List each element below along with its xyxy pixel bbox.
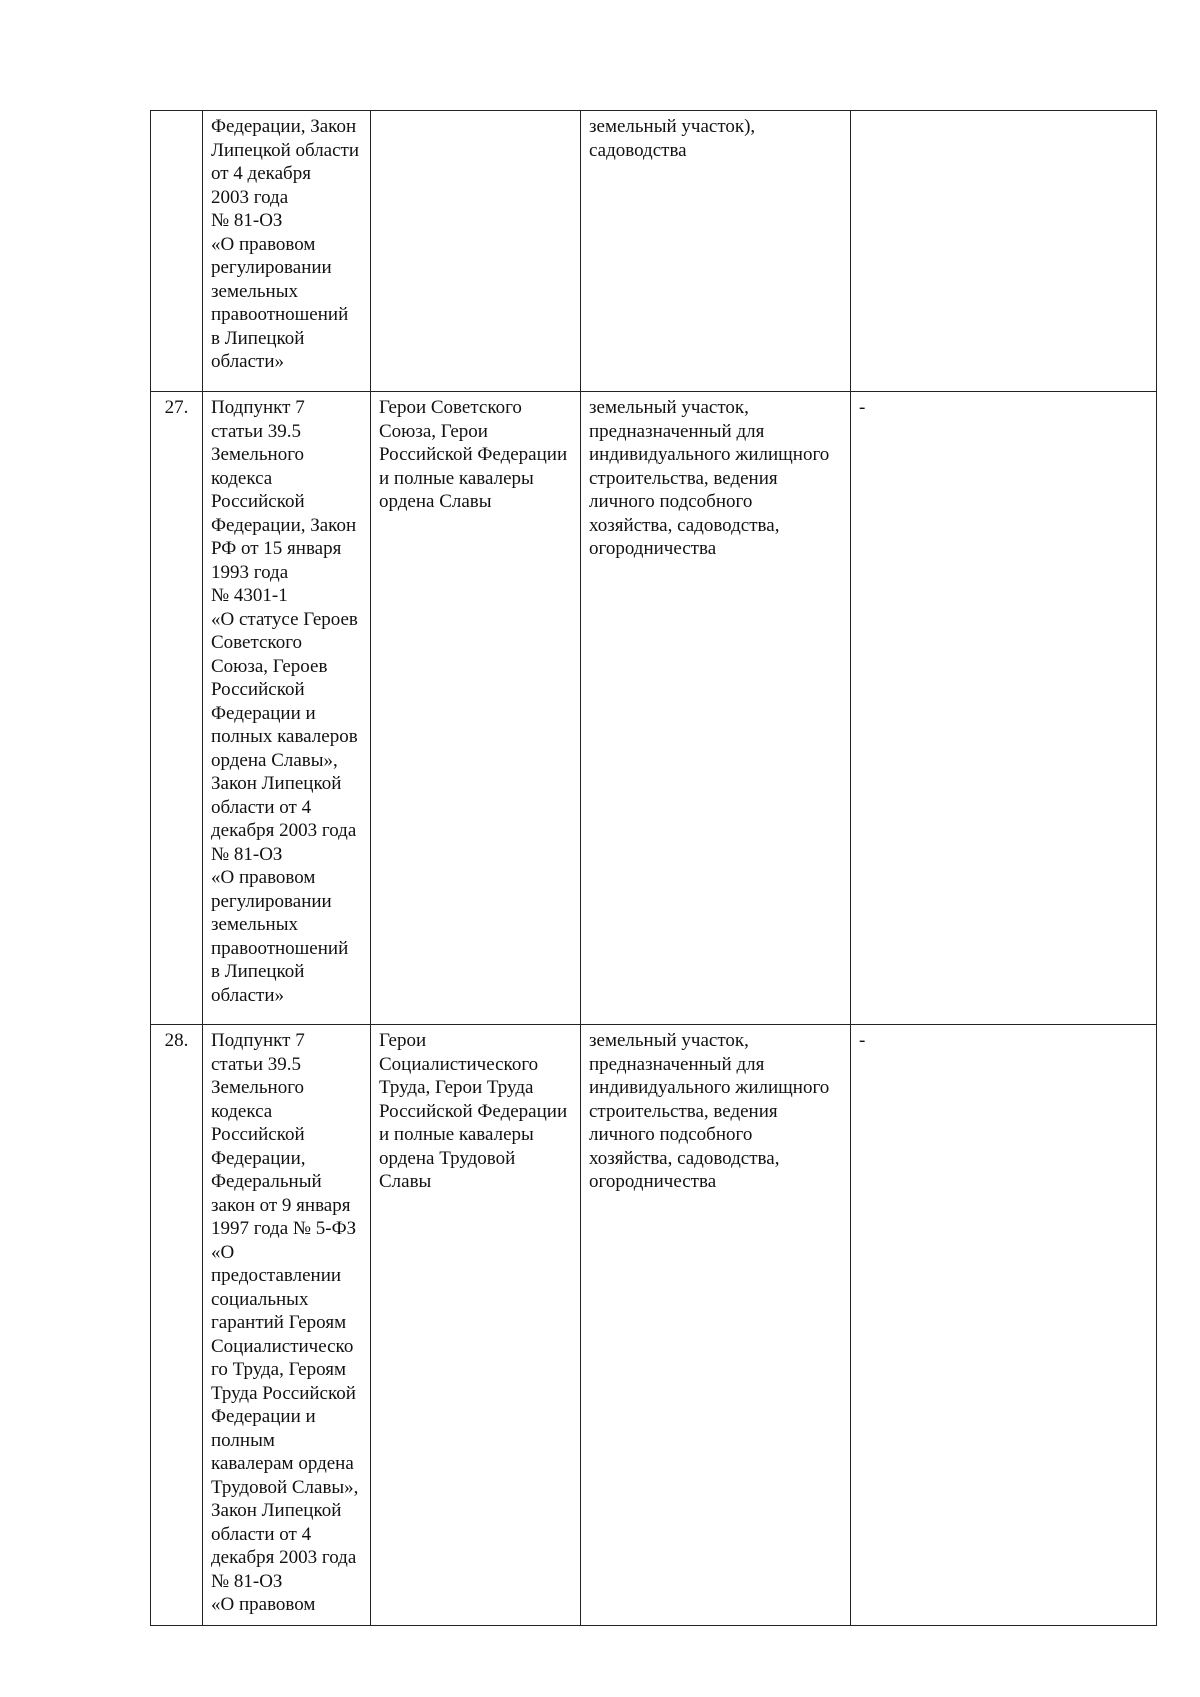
cell-text-line: 1997 года № 5-ФЗ <box>211 1218 357 1239</box>
cell-text-line: «О статусе Героев <box>211 608 358 630</box>
cell-text-line: в Липецкой <box>211 961 305 982</box>
cell-text-line: Подпункт 7 <box>211 397 305 418</box>
cell-text-line: статьи 39.5 <box>211 420 302 442</box>
cell-text-line: социальных <box>211 1288 309 1310</box>
cell-text-line: полных кавалеров <box>211 726 358 747</box>
cell-text-line: строительства, ведения <box>589 1100 778 1122</box>
cell-text-line: Земельного <box>211 1077 305 1098</box>
cell-text-line: Федерации, <box>211 1147 306 1169</box>
legal-basis-cell <box>203 111 371 392</box>
category-cell <box>371 392 581 1025</box>
cell-text-line: и полные кавалеры <box>379 1124 534 1145</box>
cell-text-line: Федерации, Закон <box>211 116 357 137</box>
cell-text-line: предназначенный для <box>589 420 765 442</box>
cell-text-line: огородничества <box>589 1171 717 1192</box>
legal-basis-cell <box>203 1025 371 1626</box>
cell-text-line: № 81-ОЗ <box>211 1570 283 1592</box>
cell-text-line: Союза, Герои <box>379 420 488 442</box>
cell-text-line: Закон Липецкой <box>211 1500 342 1521</box>
cell-text-line: Российской <box>211 1124 305 1145</box>
cell-text-line: Федеральный <box>211 1171 322 1192</box>
row-number-cell: 28. <box>151 1025 203 1626</box>
cell-text-line: Российской Федерации <box>379 1100 568 1122</box>
cell-text-line: области от 4 <box>211 796 312 818</box>
cell-text-line: «О правовом <box>211 1594 316 1615</box>
cell-text-line: Славы <box>379 1171 432 1192</box>
cell-text-line: Трудовой Славы», <box>211 1476 359 1498</box>
table-row <box>151 392 1157 1025</box>
cell-text-line: Федерации и <box>211 1406 316 1427</box>
table-row <box>151 1025 1157 1626</box>
cell-text-line: индивидуального жилищного <box>589 444 830 465</box>
cell-text-line: ордена Славы <box>379 491 492 512</box>
cell-text-line: закон от 9 января <box>211 1194 351 1216</box>
cell-text-line: № 4301-1 <box>211 585 288 606</box>
cell-text-line: Советского <box>211 632 303 653</box>
cell-text-line: правоотношений <box>211 304 349 325</box>
cell-text-line: Земельного <box>211 444 305 465</box>
cell-text-line: индивидуального жилищного <box>589 1077 830 1098</box>
cell-text-line: Федерации, Закон <box>211 514 357 536</box>
cell-text-line: 1993 года <box>211 561 289 583</box>
cell-text-line: от 4 декабря <box>211 163 311 184</box>
cell-text-line: земельный участок, <box>589 1030 749 1051</box>
cell-text-line: земельных <box>211 914 298 935</box>
cell-text-line: Герои Советского <box>379 397 522 418</box>
cell-text-line: кавалерам ордена <box>211 1453 354 1474</box>
cell-text-line: Российской <box>211 491 305 512</box>
cell-text-line: регулировании <box>211 257 332 278</box>
cell-text-line: Социалистическо <box>211 1335 354 1357</box>
cell-text-line: Закон Липецкой <box>211 773 342 794</box>
land-type-cell <box>581 392 851 1025</box>
cell-text-line: земельный участок), <box>589 116 756 137</box>
cell-text-line: Труда, Герои Труда <box>379 1077 534 1098</box>
cell-text-line: «О <box>211 1241 235 1263</box>
cell-text-line: статьи 39.5 <box>211 1053 302 1075</box>
cell-text-line: земельных <box>211 280 298 302</box>
cell-text-line: строительства, ведения <box>589 467 778 489</box>
cell-text-line: Федерации и <box>211 702 316 724</box>
cell-text-line: правоотношений <box>211 937 349 959</box>
cell-text-line: предоставлении <box>211 1265 342 1286</box>
row-number-cell: 27. <box>151 392 203 1025</box>
cell-text-line: кодекса <box>211 467 273 489</box>
land-type-cell <box>581 1025 851 1626</box>
cell-text-line: личного подсобного <box>589 491 753 512</box>
cell-text-line: области от 4 <box>211 1523 312 1545</box>
cell-text-line: личного подсобного <box>589 1124 753 1145</box>
land-allocation-table <box>150 110 1157 1626</box>
cell-text-line: Социалистического <box>379 1053 539 1075</box>
cell-text-line: земельный участок, <box>589 397 749 418</box>
cell-text-line: полным <box>211 1429 275 1451</box>
cell-text-line: гарантий Героям <box>211 1312 347 1333</box>
cell-text-line: хозяйства, садоводства, <box>589 514 780 536</box>
cell-text-line: РФ от 15 января <box>211 538 342 559</box>
cell-text-line: ордена Трудовой <box>379 1147 516 1169</box>
cell-text-line: го Труда, Героям <box>211 1359 346 1380</box>
note-cell <box>851 111 1157 392</box>
cell-text-line: регулировании <box>211 890 332 912</box>
cell-text-line: кодекса <box>211 1100 273 1122</box>
note-cell: - <box>851 392 1157 1025</box>
cell-text-line: № 81-ОЗ <box>211 210 283 231</box>
cell-text-line: декабря 2003 года <box>211 820 357 841</box>
cell-text-line: 2003 года <box>211 186 289 208</box>
cell-text-line: ордена Славы», <box>211 749 338 771</box>
cell-text-line: и полные кавалеры <box>379 467 534 489</box>
cell-text-line: Труда Российской <box>211 1382 356 1404</box>
cell-text-line: хозяйства, садоводства, <box>589 1147 780 1169</box>
cell-text-line: декабря 2003 года <box>211 1547 357 1568</box>
cell-text-line: предназначенный для <box>589 1053 765 1075</box>
note-cell: - <box>851 1025 1157 1626</box>
cell-text-line: Российской Федерации <box>379 444 568 465</box>
legal-basis-cell <box>203 392 371 1025</box>
cell-text-line: в Липецкой <box>211 327 305 349</box>
cell-text-line: Липецкой области <box>211 139 360 161</box>
cell-text-line: области» <box>211 351 285 372</box>
row-number-cell <box>151 111 203 392</box>
cell-text-line: Подпункт 7 <box>211 1030 305 1051</box>
cell-text-line: № 81-ОЗ <box>211 843 283 865</box>
cell-text-line: огородничества <box>589 538 717 559</box>
cell-text-line: Герои <box>379 1030 427 1051</box>
cell-text-line: садоводства <box>589 139 687 161</box>
cell-text-line: «О правовом <box>211 867 316 888</box>
category-cell <box>371 1025 581 1626</box>
table-row <box>151 111 1157 392</box>
land-type-cell <box>581 111 851 392</box>
cell-text-line: «О правовом <box>211 233 316 255</box>
cell-text-line: Российской <box>211 679 305 700</box>
cell-text-line: области» <box>211 984 285 1006</box>
category-cell <box>371 111 581 392</box>
cell-text-line: Союза, Героев <box>211 655 328 677</box>
